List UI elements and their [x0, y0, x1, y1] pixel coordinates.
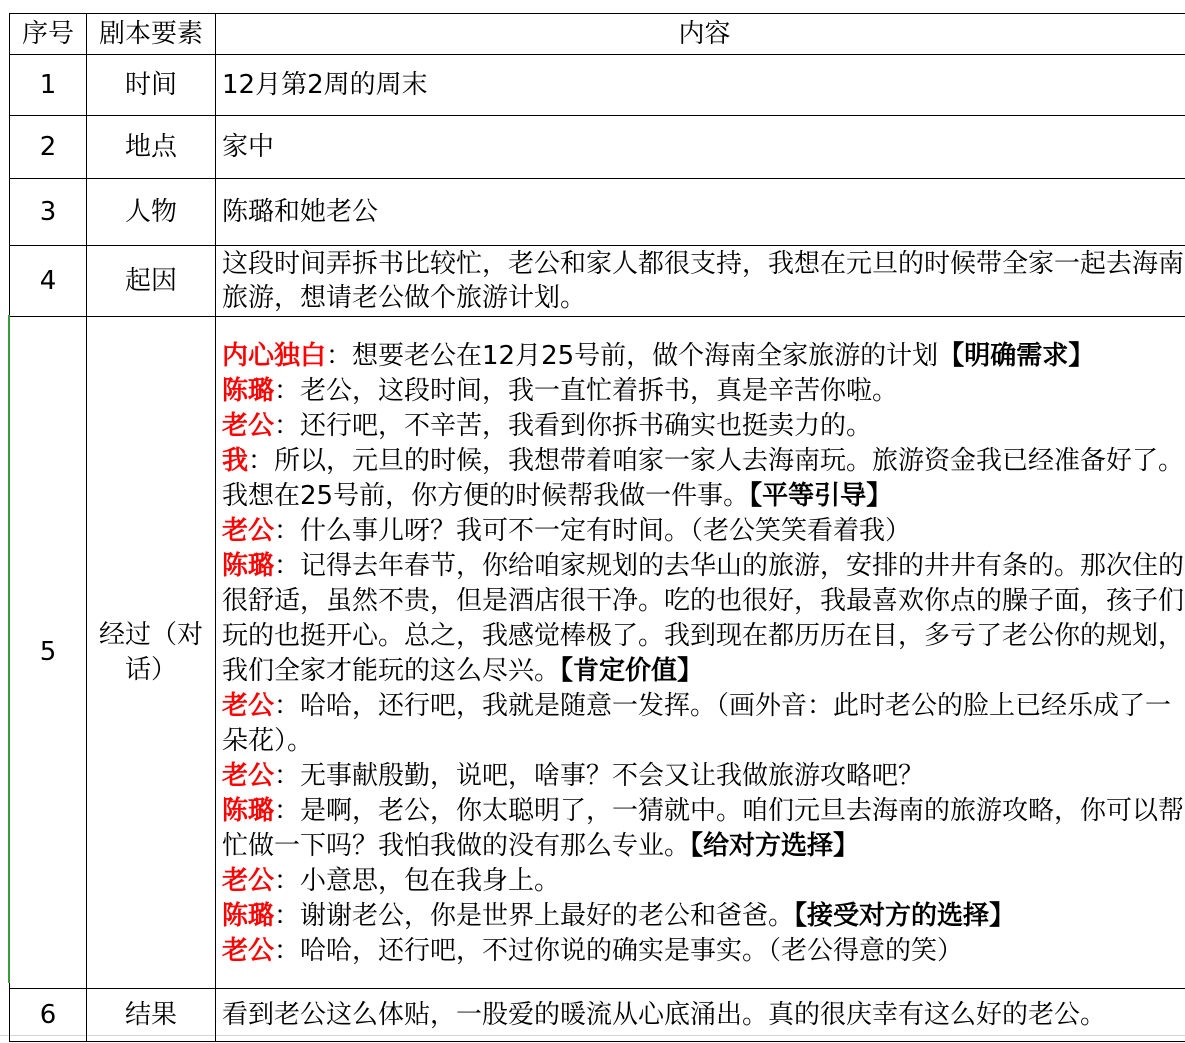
dialogue-line: [222, 899, 1185, 934]
speaker-label: 老公: [222, 411, 275, 441]
technique-tag: 【明确需求】: [938, 341, 1095, 371]
technique-tag: 【给对方选择】: [690, 831, 860, 861]
script-table: [9, 13, 1185, 1042]
speaker-label: 内心独白: [222, 341, 327, 371]
dialogue-line: [222, 549, 1185, 689]
table-row: [10, 989, 1185, 1042]
speaker-label: 老公: [222, 691, 275, 721]
dialogue-line: [222, 794, 1185, 864]
header-row: [10, 14, 1185, 55]
speaker-label: 老公: [222, 516, 275, 546]
table-row: [10, 55, 1185, 116]
dialogue-line: [222, 759, 1185, 794]
element-cell[interactable]: 地点: [87, 116, 216, 179]
table-row: [10, 116, 1185, 179]
content-cell[interactable]: 12月第2周的周末: [216, 55, 1185, 116]
dialogue-line: [222, 409, 1185, 444]
table-row: [10, 179, 1185, 246]
dialogue-line: [222, 864, 1185, 899]
content-cell[interactable]: 这段时间弄拆书比较忙，老公和家人都很支持，我想在元旦的时候带全家一起去海南旅游，想请老公做个旅游计划。: [216, 246, 1185, 317]
dialogue-text: ：还行吧，不辛苦，我看到你拆书确实也挺卖力的。: [274, 411, 873, 441]
dialogue-list: [222, 339, 1185, 969]
index-cell[interactable]: 1: [10, 55, 87, 116]
table-row: [10, 246, 1185, 317]
dialogue-text: ：想要老公在12月25号前，做个海南全家旅游的计划: [326, 341, 939, 371]
dialogue-text: ：谢谢老公，你是世界上最好的老公和爸爸。: [274, 901, 795, 931]
dialogue-text: ：是啊，老公，你太聪明了，一猜就中。咱们元旦去海南的旅游攻略，你可以帮忙做一下吗？我怕我做的没有那么专业。: [222, 796, 1185, 861]
technique-tag: 【平等引导】: [749, 481, 893, 511]
index-cell[interactable]: 3: [10, 179, 87, 246]
header-index-cell[interactable]: 序号: [10, 14, 87, 55]
index-cell[interactable]: 5: [10, 317, 87, 989]
speaker-label: 我: [222, 446, 249, 476]
speaker-label: 陈璐: [222, 376, 275, 406]
speaker-label: 陈璐: [222, 796, 275, 826]
dialogue-cell[interactable]: [216, 317, 1185, 989]
technique-tag: 【接受对方的选择】: [794, 901, 1016, 931]
technique-tag: 【肯定价值】: [560, 656, 704, 686]
speaker-label: 陈璐: [222, 901, 275, 931]
content-cell[interactable]: 家中: [216, 116, 1185, 179]
header-content-cell[interactable]: 内容: [216, 14, 1185, 55]
element-cell[interactable]: 人物: [87, 179, 216, 246]
dialogue-text: ：哈哈，还行吧，不过你说的确实是事实。（老公得意的笑）: [274, 936, 964, 966]
dialogue-text: ：所以，元旦的时候，我想带着咱家一家人去海南玩。旅游资金我已经准备好了。我想在25号前，你方便的时候帮我做一件事。: [222, 446, 1185, 511]
dialogue-text: ：记得去年春节，你给咱家规划的去华山的旅游，安排的井井有条的。那次住的很舒适，虽然不贵，但是酒店很干净。吃的也很好，我最喜欢你点的臊子面，孩子们玩的也挺开心。总之，我感觉棒极了。我到现在都历历在目，多亏了老公你的规划，我们全家才能玩的这么尽兴。: [222, 551, 1185, 686]
dialogue-text: ：无事献殷勤，说吧，啥事？不会又让我做旅游攻略吧？: [274, 761, 925, 791]
element-cell[interactable]: 经过（对话）: [87, 317, 216, 989]
dialogue-line: [222, 339, 1185, 374]
speaker-label: 老公: [222, 761, 275, 791]
dialogue-line: [222, 514, 1185, 549]
content-cell[interactable]: 陈璐和她老公: [216, 179, 1185, 246]
dialogue-line: [222, 444, 1185, 514]
dialogue-text: ：老公，这段时间，我一直忙着拆书，真是辛苦你啦。: [274, 376, 899, 406]
speaker-label: 老公: [222, 936, 275, 966]
index-cell[interactable]: 6: [10, 989, 87, 1042]
speaker-label: 老公: [222, 866, 275, 896]
element-cell[interactable]: 结果: [87, 989, 216, 1042]
dialogue-line: [222, 934, 1185, 969]
selection-edge: [8, 315, 10, 983]
element-cell[interactable]: 时间: [87, 55, 216, 116]
dialogue-line: [222, 689, 1185, 759]
dialogue-text: ：什么事儿呀？我可不一定有时间。（老公笑笑看着我）: [274, 516, 912, 546]
dialogue-text: ：哈哈，还行吧，我就是随意一发挥。（画外音：此时老公的脸上已经乐成了一朵花）。: [222, 691, 1172, 756]
table-row: [10, 317, 1185, 989]
index-cell[interactable]: 2: [10, 116, 87, 179]
index-cell[interactable]: 4: [10, 246, 87, 317]
element-cell[interactable]: 起因: [87, 246, 216, 317]
header-element-cell[interactable]: 剧本要素: [87, 14, 216, 55]
speaker-label: 陈璐: [222, 551, 275, 581]
content-cell[interactable]: 看到老公这么体贴，一股爱的暖流从心底涌出。真的很庆幸有这么好的老公。: [216, 989, 1185, 1042]
dialogue-text: ：小意思，包在我身上。: [274, 866, 561, 896]
dialogue-line: [222, 374, 1185, 409]
